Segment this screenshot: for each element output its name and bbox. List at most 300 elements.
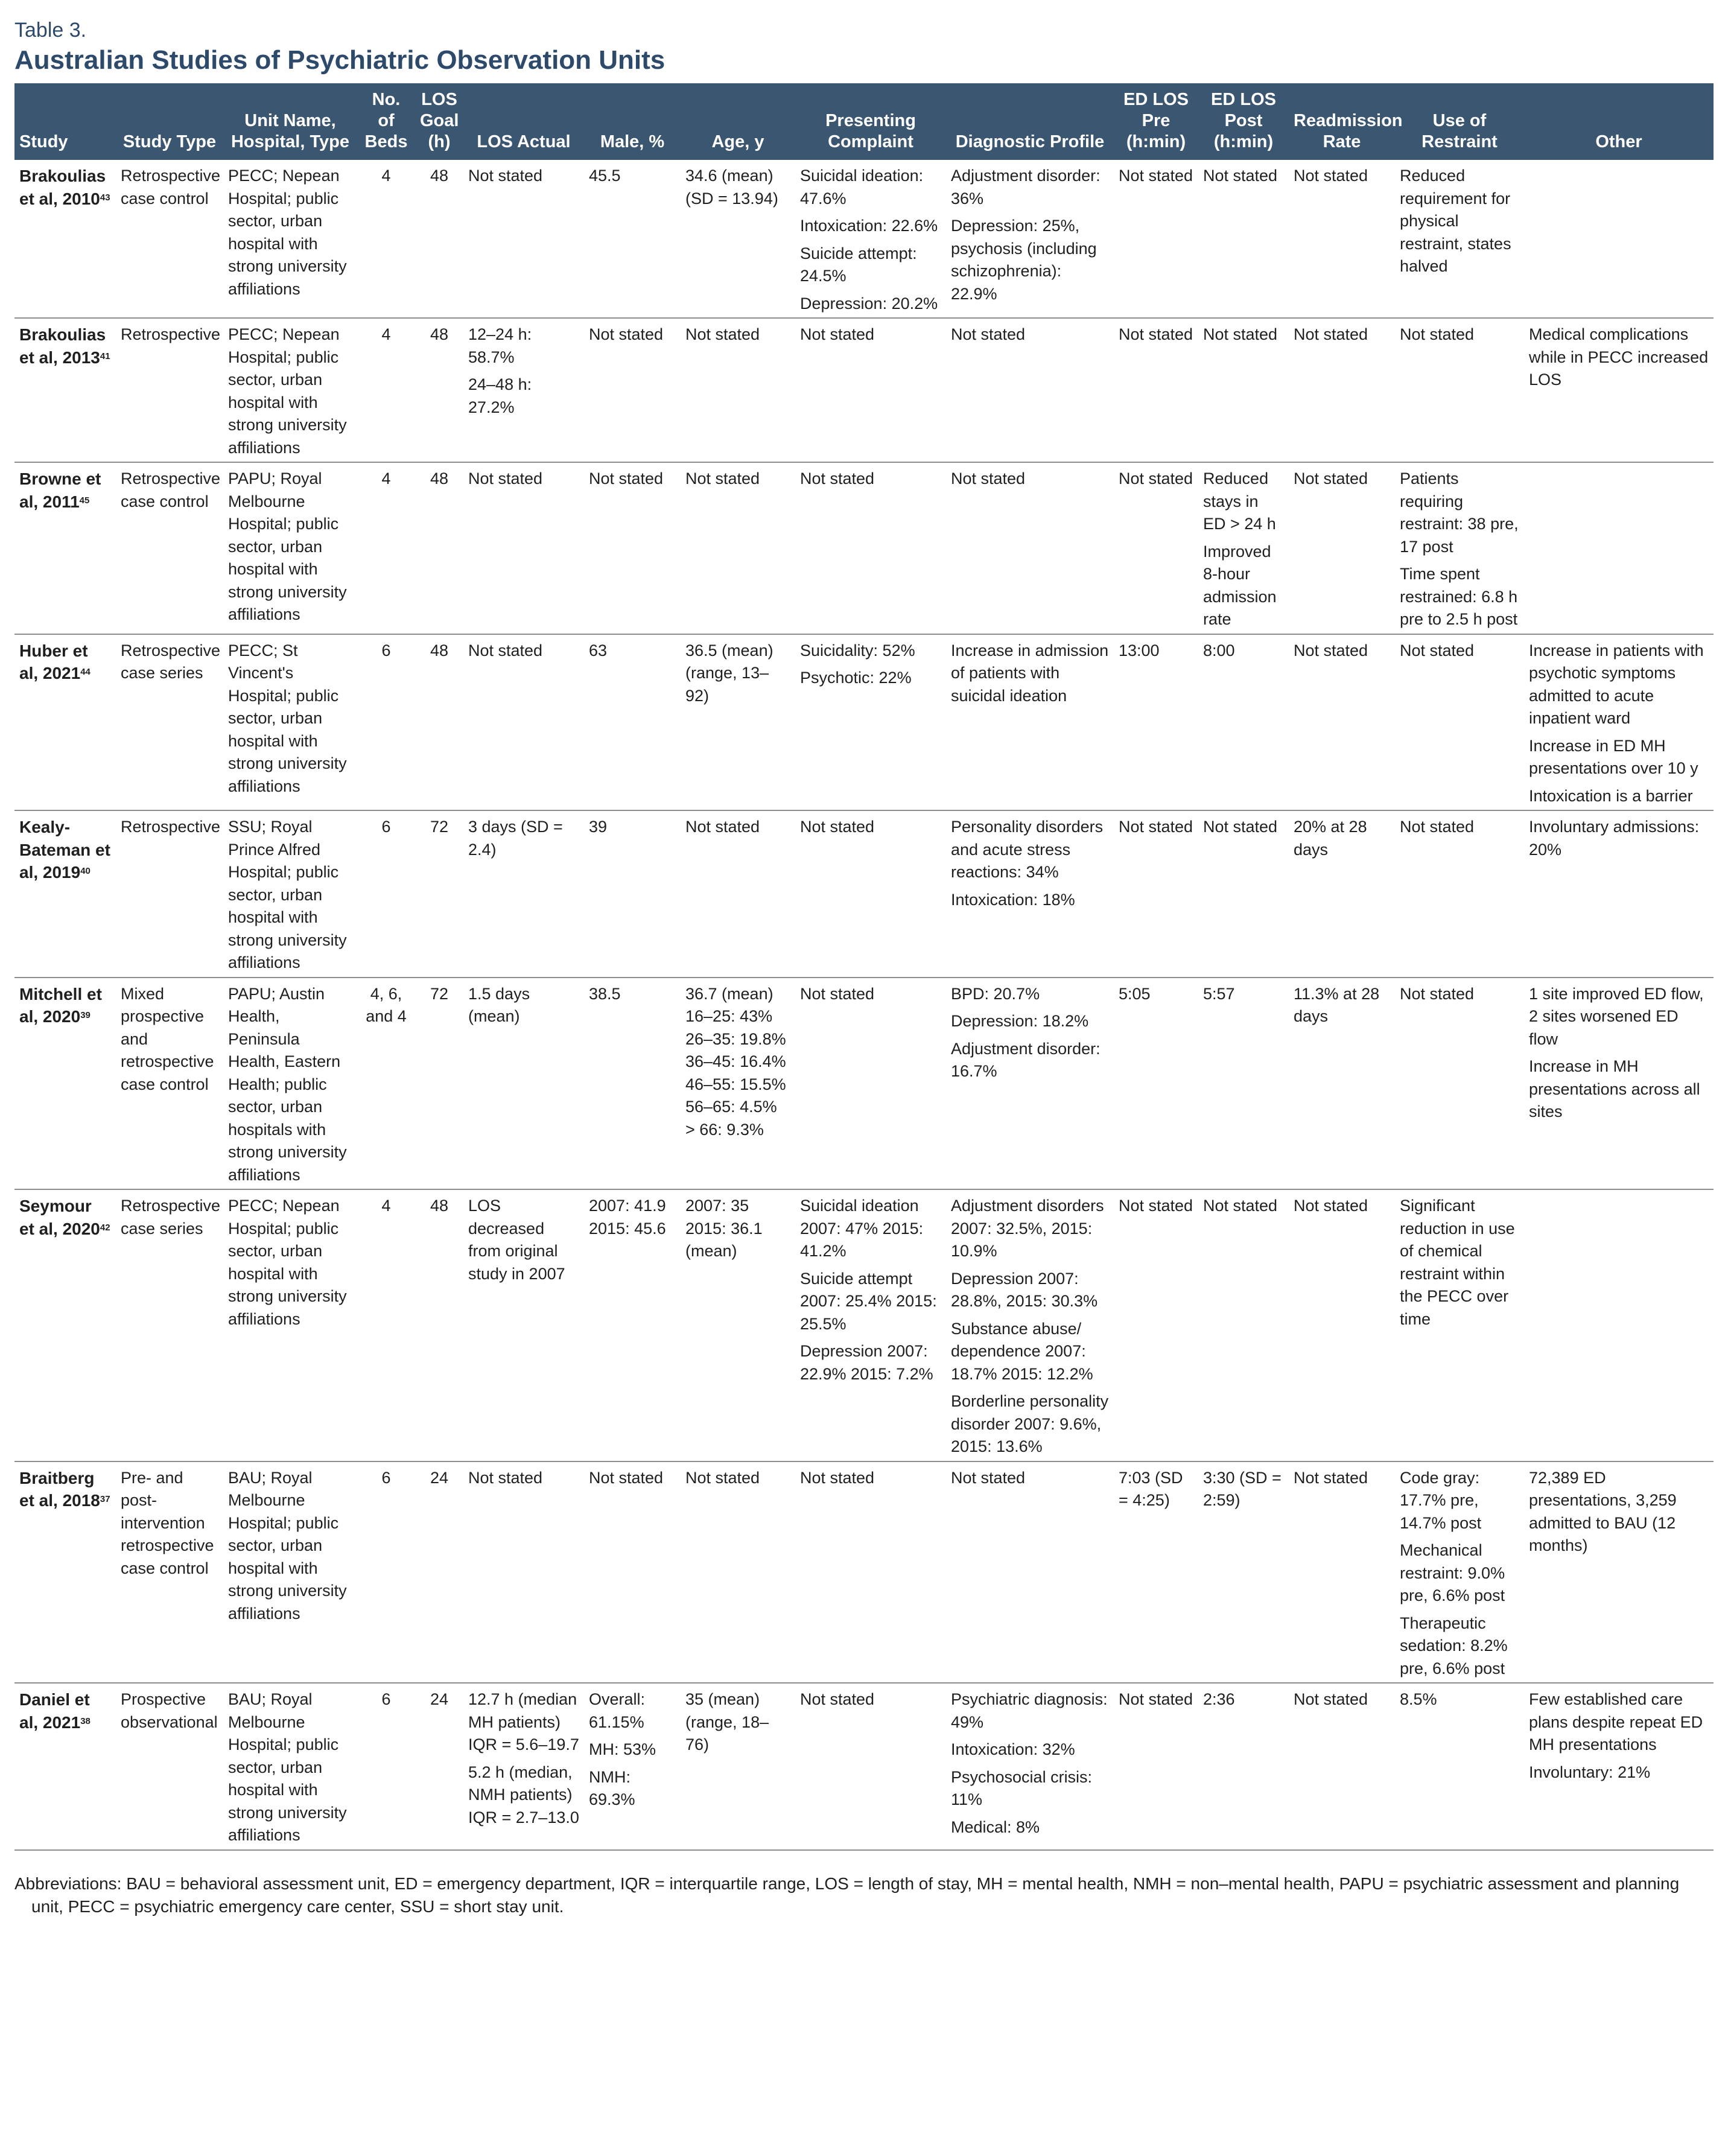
reference-number: 39 [80,1010,91,1020]
table-row [14,978,1714,1190]
cell-entry: Psychosocial crisis: 11% [951,1767,1093,1808]
cell-entry: Not stated [685,1468,760,1487]
cell-age [681,1189,795,1461]
cell-diagnostic [946,318,1114,462]
cell-entry: Not stated [589,469,664,488]
cell-entry: Not stated [1294,1197,1368,1215]
cell-entry: Adjustment disorder: 36% [951,167,1101,208]
cell-los-goal [415,160,463,318]
cell-entry: Mechanical restraint: 9.0% pre, 6.6% post [1400,1541,1505,1604]
cell-type [116,160,223,318]
cell-entry: PECC; Nepean Hospital; public sector, urban hospital with strong university affiliations [228,325,347,457]
cell-entry: Not stated [1119,1690,1193,1708]
cell-entry: 13:00 [1119,641,1160,660]
cell-diagnostic [946,1683,1114,1850]
cell-entry: 6 [381,641,391,660]
cell-entry: 36.5 (mean) (range, 13–92) [685,641,773,705]
cell-entry: 8:00 [1203,641,1235,660]
cell-entry: Not stated [800,1468,875,1487]
cell-entry: Increase in admission of patients with suicidal ideation [951,641,1109,705]
cell-entry: Not stated [1119,325,1193,343]
cell-entry: Not stated [1400,818,1475,836]
cell-entry: Not stated [1203,818,1278,836]
cell-ed-post [1198,1683,1289,1850]
reference-number: 45 [79,495,90,506]
cell-entry: 4 [381,469,391,488]
cell-other [1524,978,1714,1190]
cell-entry: Patients requiring restraint: 38 pre, 17 post [1400,469,1519,556]
column-header-complaint: Presenting Complaint [795,83,946,160]
cell-type [116,318,223,462]
cell-entry: Code gray: 17.7% pre, 14.7% post [1400,1468,1482,1532]
reference-number: 43 [100,192,110,203]
cell-entry: Retrospective case control [121,167,221,208]
cell-complaint [795,462,946,634]
cell-entry: Medical complications while in PECC increased LOS [1529,325,1709,389]
table-row [14,1189,1714,1461]
cell-restraint [1395,160,1524,318]
cell-entry: Not stated [468,469,543,488]
cell-entry: 2007: 35 2015: 36.1 (mean) [685,1197,763,1260]
cell-entry: Depression: 20.2% [800,294,938,313]
column-header-los-goal: LOS Goal (h) [415,83,463,160]
cell-diagnostic [946,810,1114,978]
cell-entry: Not stated [1294,325,1368,343]
cell-entry: Depression: 25%, psychosis (including schizophrenia): 22.9% [951,217,1097,303]
table-row [14,1461,1714,1684]
cell-entry: BAU; Royal Melbourne Hospital; public sector, urban hospital with strong university affiliations [228,1690,347,1844]
cell-entry: Involuntary: 21% [1529,1763,1651,1781]
cell-study [14,810,116,978]
cell-entry: Increase in patients with psychotic symptoms admitted to acute inpatient ward [1529,641,1704,727]
cell-entry: LOS decreased from original study in 2007 [468,1197,565,1283]
cell-entry: Not stated [1294,1690,1368,1708]
cell-entry: Not stated [951,1468,1026,1487]
cell-entry: BPD: 20.7% [951,984,1040,1003]
table-title: Australian Studies of Psychiatric Observation Units [14,45,665,75]
cell-unit [223,634,357,811]
cell-beds [357,978,415,1190]
cell-entry: 3 days (SD = 2.4) [468,818,563,859]
cell-entry: Depression 2007: 28.8%, 2015: 30.3% [951,1269,1098,1310]
cell-entry: 35 (mean) (range, 18–76) [685,1690,769,1754]
reference-number: 40 [80,866,91,876]
cell-los-actual [463,1461,584,1684]
cell-age [681,160,795,318]
cell-study [14,634,116,811]
cell-diagnostic [946,462,1114,634]
cell-entry: NMH: 69.3% [589,1767,635,1808]
cell-entry: Personality disorders and acute stress reactions: 34% [951,818,1104,881]
study-name: Brakoulias et al, 2013 [19,325,106,367]
cell-male [584,318,681,462]
cell-entry: Involuntary admissions: 20% [1529,818,1700,859]
cell-los-goal [415,1683,463,1850]
cell-entry: Not stated [1400,325,1475,343]
cell-complaint [795,1189,946,1461]
cell-entry: 63 [589,641,608,660]
cell-entry: 72,389 ED presentations, 3,259 admitted to BAU (12 months) [1529,1468,1677,1554]
cell-entry: PAPU; Royal Melbourne Hospital; public sector, urban hospital with strong university affiliations [228,469,347,623]
cell-entry: 5:05 [1119,984,1151,1003]
cell-diagnostic [946,1189,1114,1461]
cell-age [681,978,795,1190]
study-name: Seymour et al, 2020 [19,1197,100,1238]
cell-entry: Suicidality: 52% [800,641,915,660]
cell-beds [357,318,415,462]
cell-entry: Overall: 61.15% [589,1690,646,1731]
cell-entry: 6 [381,1690,391,1708]
cell-ed-pre [1114,1189,1198,1461]
cell-entry: Significant reduction in use of chemical restraint within the PECC over time [1400,1197,1515,1328]
cell-entry: 24–48 h: 27.2% [468,375,532,416]
cell-male [584,1683,681,1850]
cell-entry: 4, 6, and 4 [366,984,407,1025]
cell-entry: Adjustment disorders 2007: 32.5%, 2015: 10.9% [951,1197,1104,1260]
cell-los-actual [463,634,584,811]
cell-other [1524,1683,1714,1850]
cell-other [1524,1189,1714,1461]
cell-ed-pre [1114,462,1198,634]
cell-type [116,1189,223,1461]
cell-male [584,1189,681,1461]
cell-complaint [795,318,946,462]
cell-male [584,1461,681,1684]
cell-entry: Not stated [1294,167,1368,185]
reference-number: 44 [80,667,91,677]
cell-entry: Reduced stays in ED > 24 h [1203,469,1276,533]
cell-beds [357,1461,415,1684]
cell-type [116,978,223,1190]
cell-study [14,1461,116,1684]
reference-number: 42 [100,1222,110,1233]
column-header-ed-pre: ED LOS Pre (h:min) [1114,83,1198,160]
cell-entry: Not stated [951,469,1026,488]
cell-entry: Retrospective case series [121,1197,221,1238]
cell-ed-pre [1114,318,1198,462]
cell-entry: 24 [430,1468,449,1487]
cell-entry: 48 [430,1197,449,1215]
cell-entry: 48 [430,325,449,343]
cell-entry: Not stated [468,167,543,185]
cell-entry: 48 [430,167,449,185]
cell-entry: 1.5 days (mean) [468,984,530,1025]
cell-beds [357,462,415,634]
cell-entry: 72 [430,818,449,836]
cell-entry: Medical: 8% [951,1817,1040,1836]
cell-type [116,1461,223,1684]
cell-entry: Not stated [589,325,664,343]
cell-beds [357,1683,415,1850]
cell-los-goal [415,810,463,978]
cell-complaint [795,1461,946,1684]
cell-los-actual [463,318,584,462]
cell-study [14,160,116,318]
cell-readmission [1289,160,1395,318]
cell-entry: Increase in ED MH presentations over 10 y [1529,736,1698,777]
cell-entry: 1 site improved ED flow, 2 sites worsened ED flow [1529,984,1704,1048]
cell-complaint [795,1683,946,1850]
cell-age [681,462,795,634]
cell-entry: 4 [381,1197,391,1215]
cell-restraint [1395,810,1524,978]
cell-readmission [1289,1683,1395,1850]
cell-entry: Psychiatric diagnosis: 49% [951,1690,1108,1731]
cell-entry: Improved 8-hour admission rate [1203,542,1277,628]
cell-entry: Not stated [1119,469,1193,488]
study-name: Kealy-Bateman et al, 2019 [19,818,110,882]
cell-los-actual [463,160,584,318]
cell-entry: Intoxication: 18% [951,890,1075,909]
column-header-ed-post: ED LOS Post (h:min) [1198,83,1289,160]
cell-los-goal [415,1189,463,1461]
table-row [14,318,1714,462]
cell-entry: Prospective observational [121,1690,218,1731]
cell-entry: Not stated [1119,818,1193,836]
reference-number: 37 [100,1494,110,1504]
cell-entry: BAU; Royal Melbourne Hospital; public sector, urban hospital with strong university affiliations [228,1468,347,1623]
cell-study [14,462,116,634]
cell-type [116,462,223,634]
cell-entry: Not stated [1400,641,1475,660]
cell-entry: Few established care plans despite repeat ED MH presentations [1529,1690,1703,1754]
cell-los-goal [415,1461,463,1684]
cell-male [584,634,681,811]
cell-entry: 12–24 h: 58.7% [468,325,532,366]
cell-entry: 6 [381,818,391,836]
cell-complaint [795,160,946,318]
cell-restraint [1395,634,1524,811]
cell-restraint [1395,1683,1524,1850]
cell-unit [223,810,357,978]
cell-entry: 7:03 (SD = 4:25) [1119,1468,1183,1509]
cell-ed-pre [1114,1683,1198,1850]
cell-entry: Suicide attempt: 24.5% [800,244,917,285]
cell-restraint [1395,462,1524,634]
cell-ed-post [1198,462,1289,634]
cell-entry: Intoxication: 22.6% [800,217,938,235]
cell-readmission [1289,1189,1395,1461]
cell-entry: Not stated [468,1468,543,1487]
table-row [14,160,1714,318]
cell-entry: Intoxication: 32% [951,1740,1075,1758]
column-header-diagnostic: Diagnostic Profile [946,83,1114,160]
cell-entry: 12.7 h (median MH patients) IQR = 5.6–19.7 [468,1690,579,1754]
cell-entry: 45.5 [589,167,621,185]
cell-ed-post [1198,810,1289,978]
cell-unit [223,160,357,318]
cell-entry: 34.6 (mean) (SD = 13.94) [685,167,778,208]
cell-unit [223,318,357,462]
cell-entry: Retrospective [121,818,221,836]
cell-los-goal [415,634,463,811]
cell-entry: 39 [589,818,608,836]
reference-number: 38 [80,1716,91,1726]
cell-los-actual [463,978,584,1190]
cell-entry: Not stated [800,325,875,343]
cell-entry: 24 [430,1690,449,1708]
cell-unit [223,1461,357,1684]
cell-entry: Reduced requirement for physical restraint, states halved [1400,167,1511,275]
cell-diagnostic [946,1461,1114,1684]
cell-beds [357,160,415,318]
cell-restraint [1395,318,1524,462]
cell-entry: Suicidal ideation 2007: 47% 2015: 41.2% [800,1197,924,1260]
table-footnote: Abbreviations: BAU = behavioral assessment unit, ED = emergency department, IQR = interquartile range, LOS = length of stay, MH = mental health, NMH = non–mental health, PAPU = psychiatric assessment and planning unit, PECC = psychiatric emergency care center, SSU = short stay unit. [14,1874,1680,1916]
cell-age [681,318,795,462]
cell-entry: Suicidal ideation: 47.6% [800,167,924,208]
cell-ed-pre [1114,160,1198,318]
cell-entry: 8.5% [1400,1690,1437,1708]
cell-entry: Substance abuse/ dependence 2007: 18.7% 2015: 12.2% [951,1319,1093,1383]
cell-entry: Retrospective case series [121,641,221,682]
observation-units-table [14,83,1714,1851]
cell-entry: Not stated [800,469,875,488]
column-header-unit: Unit Name, Hospital, Type [223,83,357,160]
cell-restraint [1395,1189,1524,1461]
cell-study [14,1189,116,1461]
cell-entry: 20% at 28 days [1294,818,1367,859]
study-name: Huber et al, 2021 [19,641,88,682]
cell-age [681,1683,795,1850]
cell-type [116,810,223,978]
cell-other [1524,1461,1714,1684]
reference-number: 41 [100,351,110,361]
cell-ed-post [1198,978,1289,1190]
cell-los-goal [415,462,463,634]
cell-entry: 2007: 41.9 2015: 45.6 [589,1197,666,1238]
table-figure [14,17,1714,1918]
cell-entry: 2:36 [1203,1690,1235,1708]
study-name: Daniel et al, 2021 [19,1690,90,1732]
cell-entry: 38.5 [589,984,621,1003]
cell-male [584,978,681,1190]
cell-entry: Therapeutic sedation: 8.2% pre, 6.6% post [1400,1614,1508,1677]
cell-entry: Psychotic: 22% [800,669,912,687]
cell-entry: 48 [430,641,449,660]
cell-entry: MH: 53% [589,1740,656,1758]
cell-diagnostic [946,634,1114,811]
cell-ed-pre [1114,634,1198,811]
column-header-age: Age, y [681,83,795,160]
column-header-restraint: Use of Restraint [1395,83,1524,160]
study-name: Mitchell et al, 2020 [19,984,102,1026]
cell-diagnostic [946,978,1114,1190]
column-header-readmission: Readmission Rate [1289,83,1395,160]
cell-entry: 5.2 h (median, NMH patients) IQR = 2.7–13.0 [468,1763,579,1827]
cell-type [116,1683,223,1850]
cell-entry: Not stated [800,1690,875,1708]
cell-entry: Retrospective case control [121,469,221,510]
cell-entry: 72 [430,984,449,1003]
column-header-study: Study [14,83,116,160]
cell-los-goal [415,978,463,1190]
cell-ed-pre [1114,978,1198,1190]
cell-entry: PECC; Nepean Hospital; public sector, urban hospital with strong university affiliations [228,167,347,298]
cell-male [584,810,681,978]
cell-entry: Depression 2007: 22.9% 2015: 7.2% [800,1342,933,1383]
cell-other [1524,810,1714,978]
column-header-male: Male, % [584,83,681,160]
cell-ed-post [1198,1461,1289,1684]
cell-entry: Borderline personality disorder 2007: 9.6%, 2015: 13.6% [951,1392,1109,1455]
cell-entry: Intoxication is a barrier [1529,786,1693,805]
table-row [14,1683,1714,1850]
cell-diagnostic [946,160,1114,318]
cell-entry: Suicide attempt 2007: 25.4% 2015: 25.5% [800,1269,937,1333]
cell-entry: 4 [381,325,391,343]
cell-entry: Increase in MH presentations across all sites [1529,1057,1700,1121]
cell-study [14,1683,116,1850]
table-label: Table 3. [14,19,87,42]
cell-entry: 6 [381,1468,391,1487]
cell-entry: 48 [430,469,449,488]
cell-entry: PECC; St Vincent's Hospital; public sector, urban hospital with strong university affiliations [228,641,347,795]
cell-entry: Not stated [1203,167,1278,185]
cell-entry: Not stated [951,325,1026,343]
cell-entry: Pre- and post-intervention retrospective case control [121,1468,214,1577]
cell-los-actual [463,1189,584,1461]
cell-restraint [1395,978,1524,1190]
cell-entry: Not stated [1294,1468,1368,1487]
cell-entry: Not stated [685,325,760,343]
cell-ed-post [1198,160,1289,318]
cell-beds [357,810,415,978]
cell-entry: SSU; Royal Prince Alfred Hospital; public sector, urban hospital with strong university affiliations [228,818,347,971]
cell-complaint [795,978,946,1190]
cell-male [584,160,681,318]
table-row [14,810,1714,978]
cell-readmission [1289,810,1395,978]
cell-complaint [795,810,946,978]
cell-readmission [1289,462,1395,634]
cell-readmission [1289,978,1395,1190]
cell-entry: Adjustment disorder: 16.7% [951,1039,1101,1080]
cell-entry: Not stated [685,818,760,836]
cell-entry: Not stated [1119,167,1193,185]
cell-unit [223,1189,357,1461]
cell-ed-post [1198,634,1289,811]
cell-entry: Not stated [800,818,875,836]
cell-readmission [1289,634,1395,811]
cell-unit [223,1683,357,1850]
cell-entry: 5:57 [1203,984,1235,1003]
cell-ed-pre [1114,810,1198,978]
cell-ed-post [1198,318,1289,462]
cell-entry: 4 [381,167,391,185]
cell-entry: Mixed prospective and retrospective case control [121,984,214,1093]
column-header-los-actual: LOS Actual [463,83,584,160]
cell-entry: Not stated [1400,984,1475,1003]
cell-other [1524,318,1714,462]
column-header-beds: No. of Beds [357,83,415,160]
cell-entry: Time spent restrained: 6.8 h pre to 2.5 h post [1400,565,1518,628]
cell-entry: Not stated [1203,325,1278,343]
table-row [14,462,1714,634]
table-body [14,160,1714,1850]
cell-study [14,978,116,1190]
cell-entry: Not stated [589,1468,664,1487]
cell-study [14,318,116,462]
study-name: Brakoulias et al, 2010 [19,167,106,208]
cell-ed-pre [1114,1461,1198,1684]
cell-los-goal [415,318,463,462]
cell-complaint [795,634,946,811]
cell-unit [223,462,357,634]
cell-age [681,634,795,811]
cell-ed-post [1198,1189,1289,1461]
table-header-row [14,83,1714,160]
